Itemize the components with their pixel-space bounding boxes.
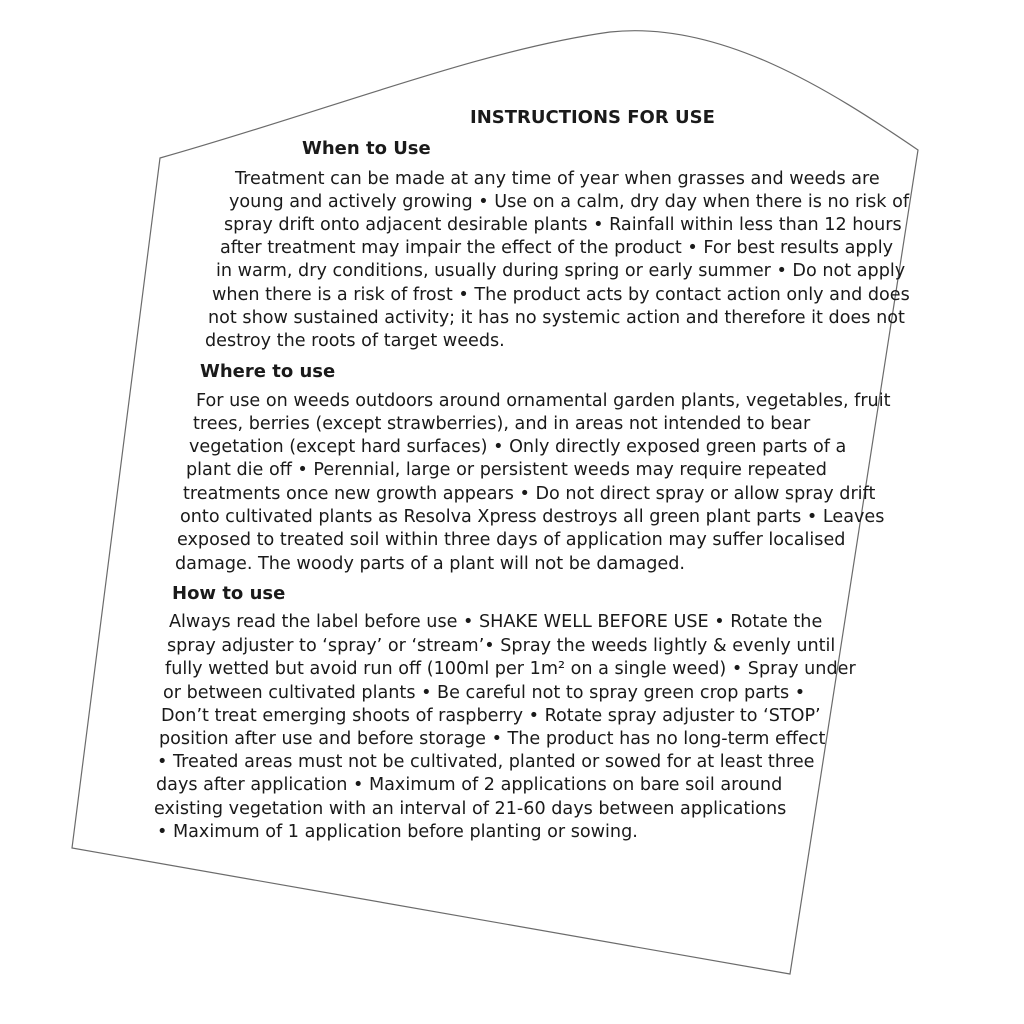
- text-line: Always read the label before use • SHAKE WELL BEFORE USE • Rotate the: [169, 612, 823, 632]
- text-line: existing vegetation with an interval of 21-60 days between applications: [154, 799, 787, 819]
- text-line: vegetation (except hard surfaces) • Only directly exposed green parts of a: [189, 437, 847, 457]
- section-heading-where-to-use: Where to use: [200, 361, 336, 382]
- text-line: spray drift onto adjacent desirable plants • Rainfall within less than 12 hours: [224, 215, 902, 235]
- text-line: Don’t treat emerging shoots of raspberry • Rotate spray adjuster to ‘STOP’: [161, 706, 821, 726]
- text-line: young and actively growing • Use on a calm, dry day when there is no risk of: [229, 192, 910, 212]
- text-line: fully wetted but avoid run off (100ml per 1m² on a single weed) • Spray under: [165, 659, 856, 679]
- text-line: damage. The woody parts of a plant will not be damaged.: [175, 554, 685, 574]
- text-line: destroy the roots of target weeds.: [205, 331, 505, 351]
- text-line: in warm, dry conditions, usually during spring or early summer • Do not apply: [216, 261, 906, 281]
- text-line: position after use and before storage • The product has no long-term effect: [159, 729, 826, 749]
- text-line: • Treated areas must not be cultivated, planted or sowed for at least three: [157, 752, 815, 772]
- text-line: onto cultivated plants as Resolva Xpress destroys all green plant parts • Leaves: [180, 507, 885, 527]
- text-line: days after application • Maximum of 2 applications on bare soil around: [156, 775, 783, 795]
- text-line: or between cultivated plants • Be careful not to spray green crop parts •: [163, 683, 806, 703]
- section-heading-how-to-use: How to use: [172, 583, 286, 604]
- text-line: • Maximum of 1 application before planting or sowing.: [157, 822, 638, 842]
- text-line: spray adjuster to ‘spray’ or ‘stream’• Spray the weeds lightly & evenly until: [167, 636, 836, 656]
- section-heading-when-to-use: When to Use: [302, 138, 431, 159]
- text-line: not show sustained activity; it has no systemic action and therefore it does not: [208, 308, 905, 328]
- text-line: Treatment can be made at any time of year when grasses and weeds are: [235, 169, 880, 189]
- text-line: plant die off • Perennial, large or persistent weeds may require repeated: [186, 460, 827, 480]
- text-line: after treatment may impair the effect of the product • For best results apply: [220, 238, 894, 258]
- text-line: trees, berries (except strawberries), and in areas not intended to bear: [193, 414, 811, 434]
- document-title: INSTRUCTIONS FOR USE: [470, 107, 715, 128]
- text-line: exposed to treated soil within three days of application may suffer localised: [177, 530, 846, 550]
- text-line: For use on weeds outdoors around ornamental garden plants, vegetables, fruit: [196, 391, 891, 411]
- text-line: treatments once new growth appears • Do not direct spray or allow spray drift: [183, 484, 876, 504]
- text-line: when there is a risk of frost • The product acts by contact action only and does: [212, 285, 910, 305]
